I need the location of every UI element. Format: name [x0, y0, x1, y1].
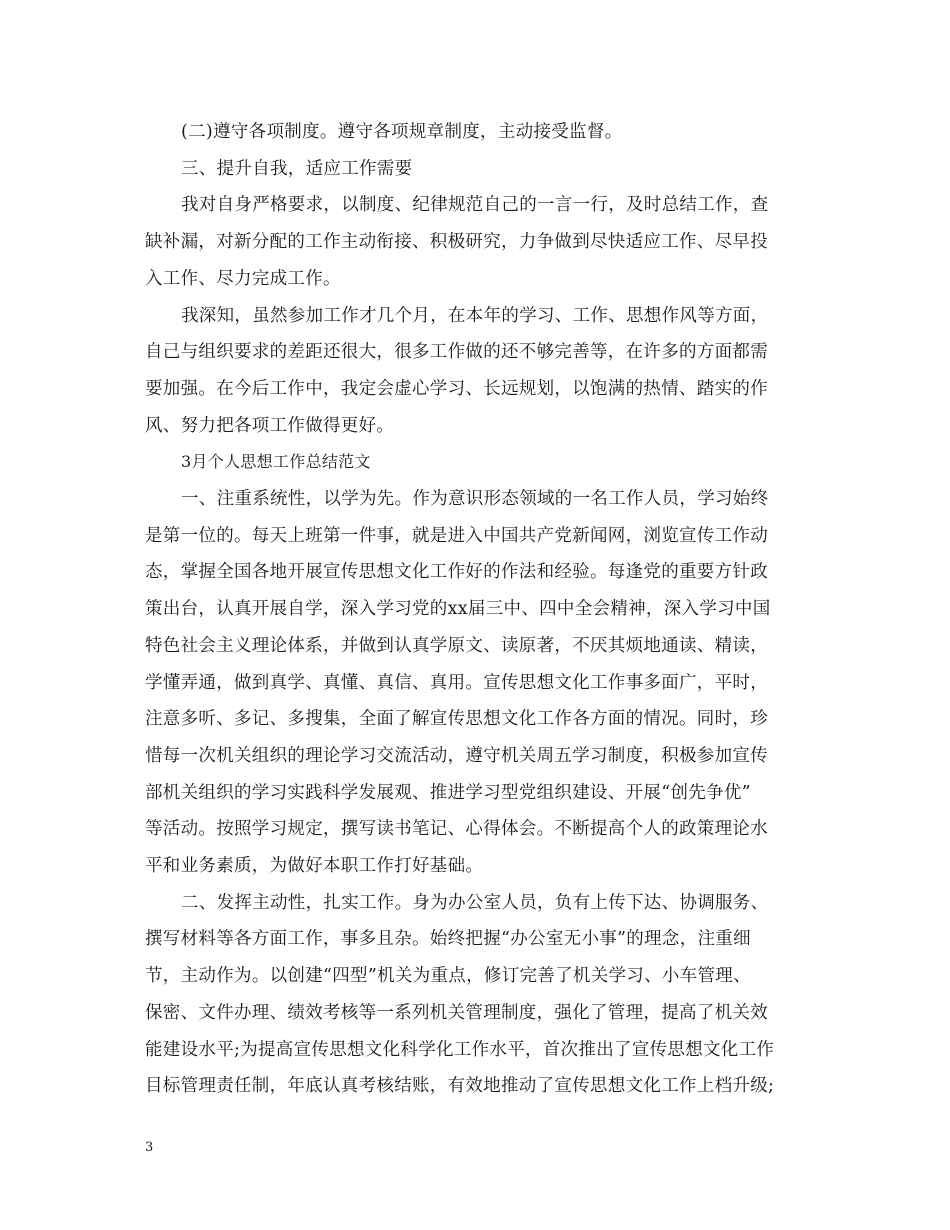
heading-section-3: 三、提升自我，适应工作需要: [181, 158, 413, 179]
document-body: [145, 114, 810, 1105]
article-title: 3月个人思想工作总结范文: [181, 452, 371, 472]
paragraph-self-requirement: 我对自身严格要求，以制度、纪律规范自己的一言一行，及时总结工作，查 缺补漏，对新分配的工作主动衔接、积极研究，力争做到尽快适应工作、尽早投 入工作、尽力完成工作。: [145, 195, 769, 289]
paragraph-section-2-rules: (二)遵守各项制度。遵守各项规章制度，主动接受监督。: [181, 122, 623, 142]
paragraph-point-1-study: 一、注重系统性，以学为先。作为意识形态领域的一名工作人员，学习始终 是第一位的。每天上班第一件事，就是进入中国共产党新闻网，浏览宣传工作动 态，掌握全国各地开展宣传思想文化工作好的作法和经验。每逢党的重要方针政 策出台，认真开展自学，深入学习党的xx届三中、四中全会精神，深入学习中国 特色社会主义理论体系，并做到认真学原文、读原著，不厌其烦地通读、精读， 学懂弄通，做到真学、真懂、真信、真用。宣传思想文化工作事多面广，平时， 注意多听、多记、多搜集，全面了解宣传思想文化工作各方面的情况。同时，珍 惜每一次机关组织的理论学习交流活动，遵守机关周五学习制度，积极参加宣传 部机关组织的学习实践科学发展观、推进学习型党组织建设、开展“创先争优” 等活动。按照学习规定，撰写读书笔记、心得体会。不断提高个人的政策理论水 平和业务素质，为做好本职工作打好基础。: [145, 489, 771, 877]
paragraph-self-reflection: 我深知，虽然参加工作才几个月，在本年的学习、工作、思想作风等方面， 自己与组织要求的差距还很大，很多工作做的还不够完善等，在许多的方面都需 要加强。在今后工作中，我定会虚心学习、长远规划，以饱满的热情、踏实的作 风、努力把各项工作做得更好。: [145, 305, 769, 436]
paragraph-point-2-work: 二、发挥主动性，扎实工作。身为办公室人员，负有上传下达、协调服务、 撰写材料等各方面工作，事多且杂。始终把握“办公室无小事”的理念，注重细 节，主动作为。以创建“四型”机关为重点，修订完善了机关学习、小车管理、 保密、文件办理、绩效考核等一系列机关管理制度，强化了管理，提高了机关效 能建设水平;为提高宣传思想文化科学化工作水平，首次推出了宣传思想文化工作 目标管理责任制，年底认真考核结账，有效地推动了宣传思想文化工作上档升级;: [145, 892, 775, 1097]
page-number: 3: [145, 1140, 154, 1155]
